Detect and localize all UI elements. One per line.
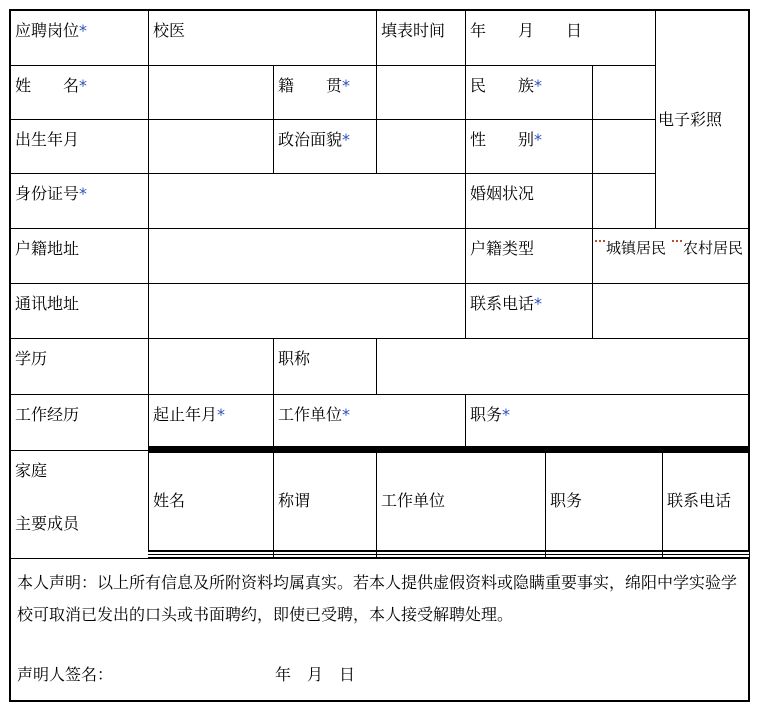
family-name-label: 姓名 xyxy=(153,491,186,510)
work-duty-label: 职务 xyxy=(470,405,503,424)
birth-date-label: 出生年月 xyxy=(15,130,80,149)
required-asterisk: * xyxy=(79,184,88,203)
name-label-cell xyxy=(10,65,149,120)
required-asterisk: * xyxy=(342,405,351,424)
family-name-header-cell xyxy=(148,450,274,551)
gender-label: 性 别 xyxy=(470,130,535,149)
required-asterisk: * xyxy=(217,405,226,424)
contact-phone-label: 联系电话 xyxy=(470,294,535,313)
name-label: 姓 名 xyxy=(15,76,80,95)
household-type-label: 户籍类型 xyxy=(470,239,535,258)
professional-title-label: 职称 xyxy=(278,349,311,368)
option-rural-resident[interactable]: 农村居民 xyxy=(683,239,744,257)
family-members-label-line1: 家庭 xyxy=(15,461,48,480)
family-phone-label: 联系电话 xyxy=(667,491,732,510)
family-duty-label: 职务 xyxy=(550,491,583,510)
household-type-options-cell xyxy=(592,228,749,284)
gender-value-cell[interactable] xyxy=(592,119,656,174)
ethnicity-label-cell xyxy=(465,65,593,120)
ethnicity-value-cell[interactable] xyxy=(592,65,656,120)
photo-cell[interactable] xyxy=(655,10,749,229)
work-unit-header-cell xyxy=(273,394,466,451)
contact-phone-label-cell xyxy=(465,283,593,339)
checkbox-mark-icon[interactable] xyxy=(595,240,605,244)
signer-label: 声明人签名： xyxy=(17,665,114,684)
work-experience-label: 工作经历 xyxy=(15,405,80,424)
family-unit-label: 工作单位 xyxy=(381,491,446,510)
marital-status-label: 婚姻状况 xyxy=(470,184,535,203)
declaration-text: 本人声明：以上所有信息及所附资料均属真实。若本人提供虚假资料或隐瞒重要事实，绵阳中学实验学校可取消已发出的口头或书面聘约，即使已受聘，本人接受解聘处理。 xyxy=(17,573,738,624)
marital-status-label-cell xyxy=(465,173,593,229)
id-number-value-cell[interactable] xyxy=(148,173,466,229)
professional-title-value-cell[interactable] xyxy=(376,338,749,395)
position-label-cell xyxy=(10,10,149,66)
fill-date-label: 填表时间 xyxy=(381,21,446,40)
required-asterisk: * xyxy=(342,76,351,95)
ethnicity-label: 民 族 xyxy=(470,76,535,95)
professional-title-label-cell xyxy=(273,338,377,395)
family-duty-header-cell xyxy=(545,450,663,551)
native-place-value-cell[interactable] xyxy=(376,65,466,120)
political-status-label-cell xyxy=(273,119,377,174)
contact-phone-value-cell[interactable] xyxy=(592,283,749,339)
birth-date-label-cell xyxy=(10,119,149,174)
required-asterisk: * xyxy=(534,294,543,313)
family-relation-label: 称谓 xyxy=(278,491,311,510)
education-label-cell xyxy=(10,338,149,395)
required-asterisk: * xyxy=(534,130,543,149)
native-place-label-cell xyxy=(273,65,377,120)
registered-address-label: 户籍地址 xyxy=(15,239,80,258)
position-value: 校医 xyxy=(153,21,186,40)
id-number-label: 身份证号 xyxy=(15,184,80,203)
marital-status-value-cell[interactable] xyxy=(592,173,656,229)
political-status-value-cell[interactable] xyxy=(376,119,466,174)
birth-date-value-cell[interactable] xyxy=(148,119,274,174)
option-urban-resident[interactable]: 城镇居民 xyxy=(606,239,667,257)
household-type-label-cell xyxy=(465,228,593,284)
photo-label: 电子彩照 xyxy=(658,110,723,129)
work-period-label: 起止年月 xyxy=(153,405,218,424)
position-label: 应聘岗位 xyxy=(15,21,80,40)
name-value-cell[interactable] xyxy=(148,65,274,120)
work-period-header-cell xyxy=(148,394,274,451)
work-experience-label-cell xyxy=(10,394,149,451)
mailing-address-value-cell[interactable] xyxy=(148,283,466,339)
gender-label-cell xyxy=(465,119,593,174)
required-asterisk: * xyxy=(342,130,351,149)
position-value-cell[interactable] xyxy=(148,10,377,66)
native-place-label: 籍 贯 xyxy=(278,76,343,95)
signature-line[interactable] xyxy=(17,659,744,691)
id-number-label-cell xyxy=(10,173,149,229)
fill-date-value: 年 月 日 xyxy=(470,21,583,40)
required-asterisk: * xyxy=(502,405,511,424)
family-members-label-cell xyxy=(10,450,149,559)
fill-date-value-cell[interactable] xyxy=(465,10,656,66)
checkbox-mark-icon[interactable] xyxy=(672,240,682,244)
family-members-label-line2: 主要成员 xyxy=(15,514,80,533)
political-status-label: 政治面貌 xyxy=(278,130,343,149)
signature-date: 年 月 日 xyxy=(275,665,356,684)
education-label: 学历 xyxy=(15,349,48,368)
required-asterisk: * xyxy=(79,21,88,40)
family-unit-header-cell xyxy=(376,450,546,551)
work-unit-label: 工作单位 xyxy=(278,405,343,424)
education-value-cell[interactable] xyxy=(148,338,274,395)
mailing-address-label-cell xyxy=(10,283,149,339)
work-duty-header-cell xyxy=(465,394,749,451)
required-asterisk: * xyxy=(79,76,88,95)
fill-date-label-cell xyxy=(376,10,466,66)
required-asterisk: * xyxy=(534,76,543,95)
registered-address-label-cell xyxy=(10,228,149,284)
mailing-address-label: 通讯地址 xyxy=(15,294,80,313)
registered-address-value-cell[interactable] xyxy=(148,228,466,284)
declaration-cell xyxy=(10,558,749,701)
family-phone-header-cell xyxy=(662,450,749,551)
family-relation-header-cell xyxy=(273,450,377,551)
